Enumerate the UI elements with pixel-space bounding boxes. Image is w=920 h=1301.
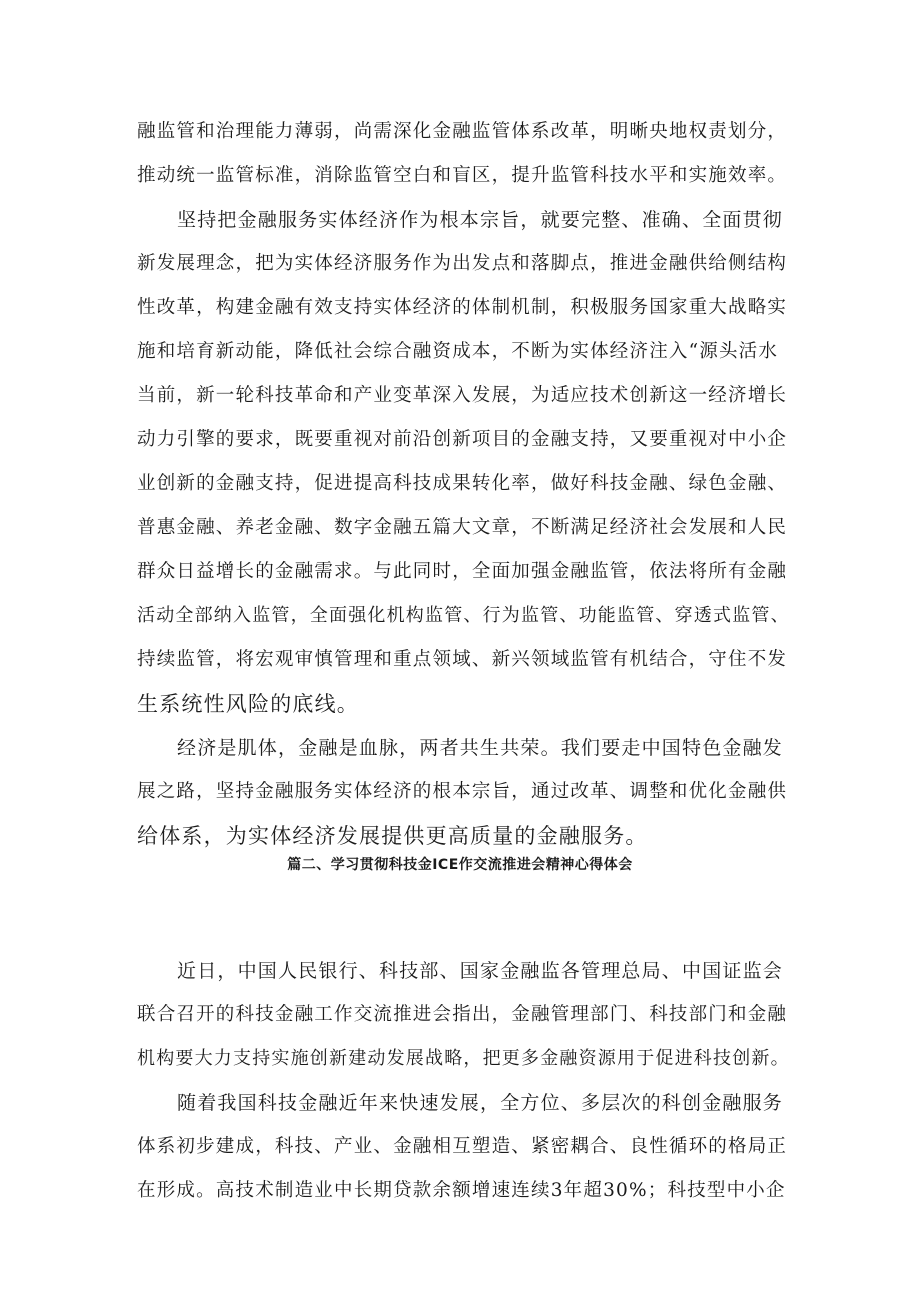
- paragraph-line: 普惠金融、养老金融、数字金融五篇大文章，不断满足经济社会发展和人民: [137, 517, 788, 538]
- paragraph-line: 给体系，为实体经济发展提供更高质量的金融服务。: [137, 824, 648, 848]
- paragraph-line: 推动统一监管标准，消除监管空白和盲区，提升监管科技水平和实施效率。: [137, 165, 788, 186]
- paragraph-line: 坚持把金融服务实体经济作为根本宗旨，就要完整、准确、全面贯彻: [177, 209, 784, 231]
- paragraph-line: 融监管和治理能力薄弱，尚需深化金融监管体系改革，明晰央地权责划分，: [137, 121, 788, 142]
- paragraph-line: 近日，中国人民银行、科技部、国家金融监各管理总局、中国证监会: [177, 960, 784, 982]
- paragraph-line: 经济是肌体，金融是血脉，两者共生共荣。我们要走中国特色金融发: [177, 737, 784, 759]
- section-heading: 篇二、学习贯彻科技金ICE作交流推进会精神心得体会: [287, 857, 633, 873]
- paragraph-line: 当前，新一轮科技革命和产业变革深入发展，为适应技术创新这一经济增长: [137, 385, 788, 406]
- paragraph-line: 施和培育新动能，降低社会综合融资成本，不断为实体经济注入“源头活水: [137, 341, 779, 362]
- paragraph-line: 持续监管，将宏观审慎管理和重点领域、新兴领域监管有机结合，守住不发: [137, 649, 788, 670]
- paragraph-line: 机构要大力支持实施创新建动发展战略，把更多金融资源用于促进科技创新。: [137, 1048, 790, 1069]
- paragraph-line: 在形成。高技术制造业中长期贷款余额增速连续3年超30%；科技型中小企: [137, 1180, 786, 1201]
- paragraph-line: 动力引擎的要求，既要重视对前沿创新项目的金融支持，又要重视对中小企: [137, 429, 788, 450]
- paragraph-line: 联合召开的科技金融工作交流推进会指出，金融管理部门、科技部门和金融: [137, 1004, 788, 1025]
- paragraph-line: 体系初步建成，科技、产业、金融相互塑造、紧密耦合、良性循环的格局正: [137, 1136, 788, 1157]
- paragraph-line: 随着我国科技金融近年来快速发展，全方位、多层次的科创金融服务: [177, 1092, 784, 1114]
- paragraph-line: 展之路，坚持金融服务实体经济的根本宗旨，通过改革、调整和优化金融供: [137, 781, 788, 802]
- paragraph-line: 业创新的金融支持，促进提高科技成果转化率，做好科技金融、绿色金融、: [137, 473, 788, 494]
- paragraph-line: 性改革，构建金融有效支持实体经济的体制机制，积极服务国家重大战略实: [137, 297, 788, 318]
- paragraph-line: 群众日益增长的金融需求。与此同时，全面加强金融监管，依法将所有金融: [137, 561, 788, 582]
- paragraph-line: 新发展理念，把为实体经济服务作为出发点和落脚点，推进金融供给侧结构: [137, 253, 788, 274]
- paragraph-line: 生系统性风险的底线。: [137, 692, 359, 716]
- paragraph-line: 活动全部纳入监管，全面强化机构监管、行为监管、功能监管、穿透式监管、: [137, 605, 790, 626]
